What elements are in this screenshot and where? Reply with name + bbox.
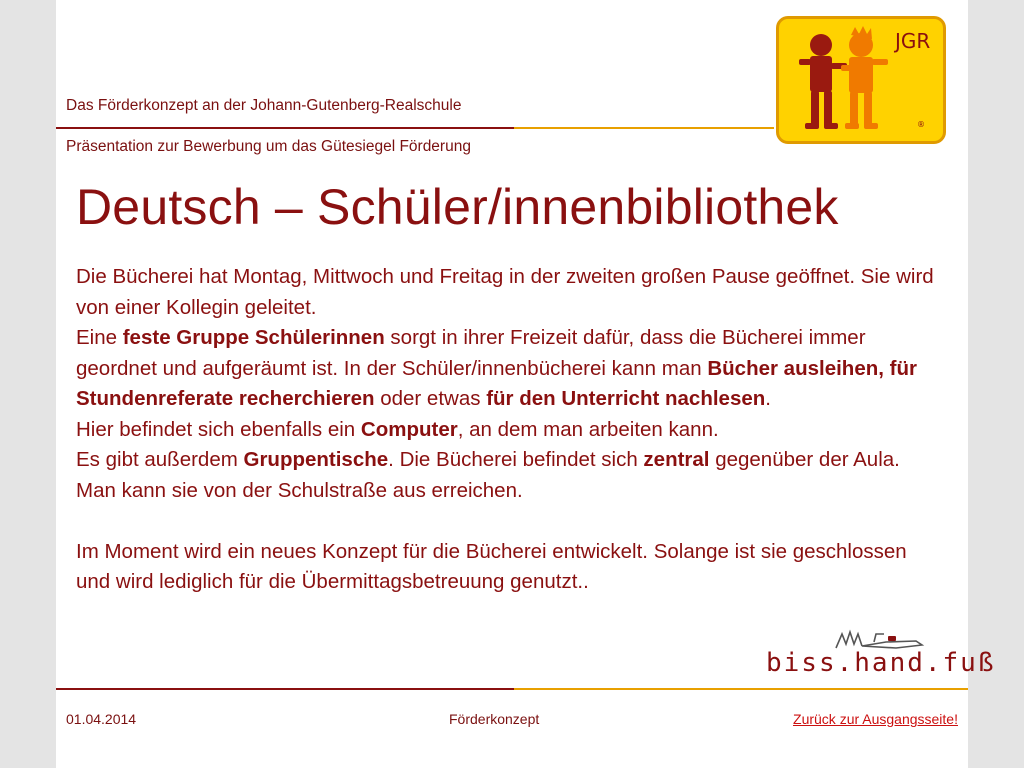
logo-text: JGR [895,29,931,53]
header-subtitle-line: Präsentation zur Bewerbung um das Gütesiegel Förderung [66,138,471,155]
body-text-run: Eine [76,326,123,349]
emphasis-text: Bücher ausleihen, für Stundenreferate recherchieren [76,356,917,410]
emphasis-text: Gruppentische [243,448,389,471]
school-logo [776,16,946,144]
body-text-run: Im Moment wird ein neues Konzept für die Bücherei entwickelt. Solange ist sie geschlossen und wird lediglich für die Übermittagsbetreuung genutzt.. [76,539,907,593]
emphasis-text: Computer [360,417,458,441]
paragraph-spacer [76,506,936,537]
body-text-run: Die Bücherei hat Montag, Mittwoch und Freitag in der zweiten großen Pause geöffnet. Sie wird von einer Kollegin geleitet. [76,265,934,319]
body-paragraph [76,537,936,598]
slide [56,0,996,768]
body-text-run: . [765,387,771,410]
emphasis-text: feste Gruppe Schülerinnen [122,326,385,349]
body-text-run: Hier befindet sich ebenfalls ein [76,417,361,441]
body-paragraph [76,323,936,415]
body-text-run: gegenüber der Aula. Man kann sie von der Schulstraße aus erreichen. [76,448,900,502]
emphasis-text: zentral [643,448,710,471]
brand-label: biss.hand.fuß [766,648,996,678]
brand-biss-hand-fuss [746,624,996,684]
body-text-run: . Die Bücherei befindet sich [388,448,644,471]
header-divider-accent [56,127,514,129]
footer-title: Förderkonzept [449,711,540,727]
body-paragraph [76,445,936,506]
slide-title: Deutsch – Schüler/innenbibliothek [76,179,839,235]
body-text-run: , an dem man arbeiten kann. [457,417,719,441]
svg-text:®: ® [917,120,925,129]
body-text-run: sorgt in ihrer Freizeit dafür, dass die Bücherei immer geordnet und aufgeräumt ist. In der Schüler/innenbücherei kann man [76,326,866,380]
emphasis-text: für den Unterricht nachlesen [486,387,766,410]
back-to-start-link[interactable]: Zurück zur Ausgangsseite! [793,711,958,727]
body-paragraph [76,415,936,446]
body-text-run: oder etwas [374,387,487,410]
footer-divider-accent [56,688,514,690]
header-school-line: Das Förderkonzept an der Johann-Gutenberg-Realschule [66,97,462,114]
body-paragraph [76,262,936,323]
body-text-run: Es gibt außerdem [76,448,244,471]
footer-date: 01.04.2014 [66,711,137,727]
slide-body [76,262,936,598]
